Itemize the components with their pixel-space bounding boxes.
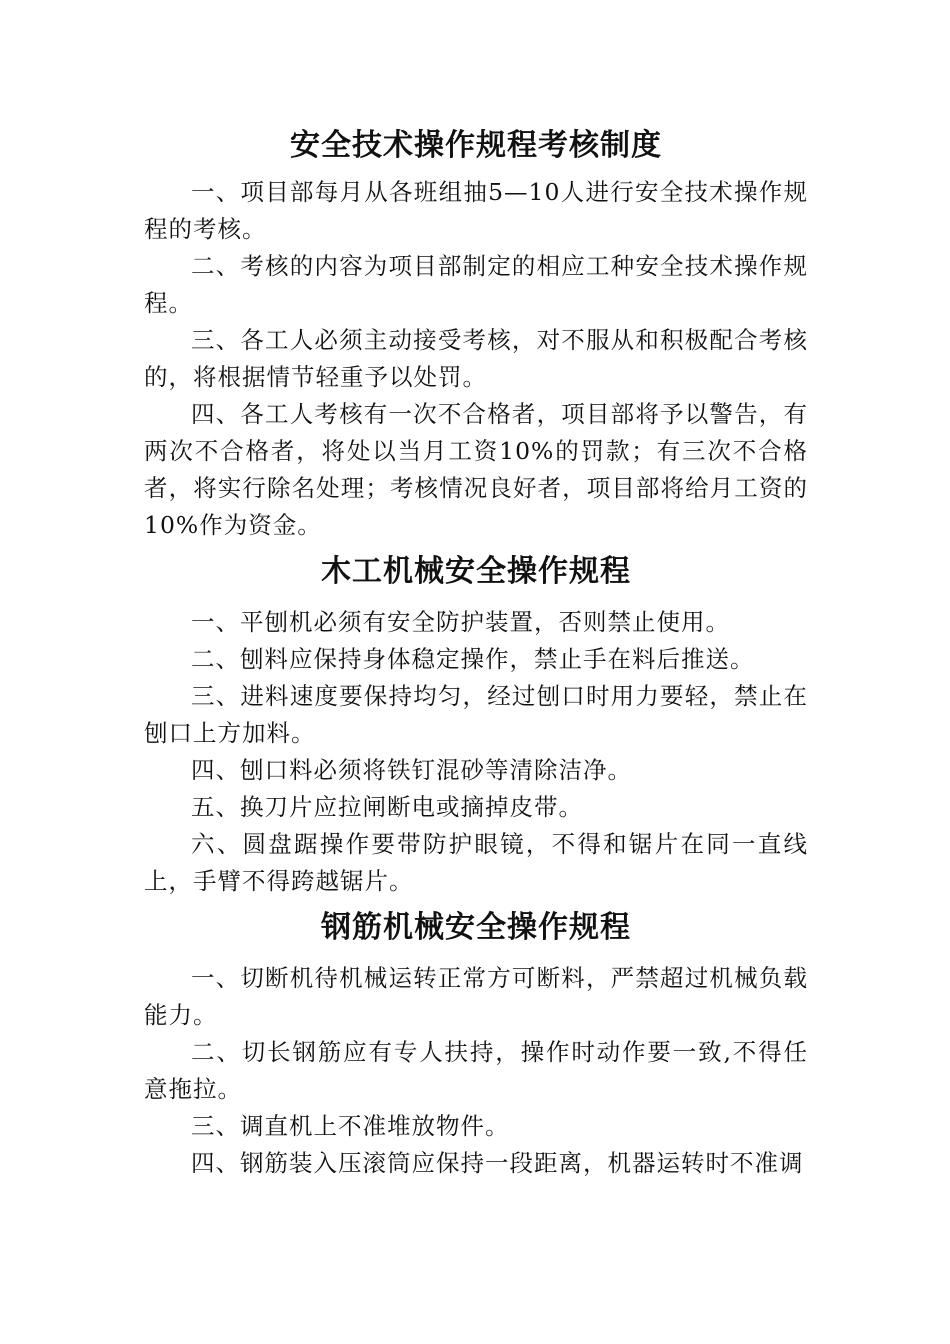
paragraph: 五、换刀片应拉闸断电或摘掉皮带。 [191,793,583,821]
paragraph: 六、圆盘踞操作要带防护眼镜，不得和锯片在同一直线上，手臂不得跨越锯片。 [144,830,808,895]
paragraph: 三、调直机上不准堆放物件。 [191,1112,510,1140]
paragraph: 三、进料速度要保持均匀，经过刨口时用力要轻，禁止在刨口上方加料。 [144,682,808,747]
document-page [144,118,808,1182]
paragraph: 二、切长钢筋应有专人扶持，操作时动作要一致,不得任意拖拉。 [144,1038,808,1103]
paragraph: 四、各工人考核有一次不合格者，项目部将予以警告，有两次不合格者，将处以当月工资10%的罚款；有三次不合格者，将实行除名处理；考核情况良好者，项目部将给月工资的10%作为资金。 [144,400,808,539]
section-title: 安全技术操作规程考核制度 [290,128,662,163]
section-title: 钢筋机械安全操作规程 [321,910,631,945]
paragraph: 一、项目部每月从各班组抽5—10人进行安全技术操作规程的考核。 [144,178,808,243]
section-woodworking-machinery [144,544,808,900]
paragraph: 一、切断机待机械运转正常方可断料，严禁超过机械负载能力。 [144,964,808,1029]
paragraph: 二、考核的内容为项目部制定的相应工种安全技术操作规程。 [144,252,808,317]
paragraph: 三、各工人必须主动接受考核，对不服从和积极配合考核的，将根据情节轻重予以处罚。 [144,326,808,391]
paragraph: 二、刨料应保持身体稳定操作，禁止手在料后推送。 [191,645,755,673]
section-rebar-machinery [144,900,808,1182]
section-exam-system [144,118,808,544]
paragraph: 四、刨口料必须将铁钉混砂等清除洁净。 [191,756,632,784]
section-title: 木工机械安全操作规程 [321,554,631,589]
paragraph: 四、钢筋装入压滚筒应保持一段距离，机器运转时不准调 [191,1149,804,1177]
paragraph: 一、平刨机必须有安全防护装置，否则禁止使用。 [191,608,730,636]
